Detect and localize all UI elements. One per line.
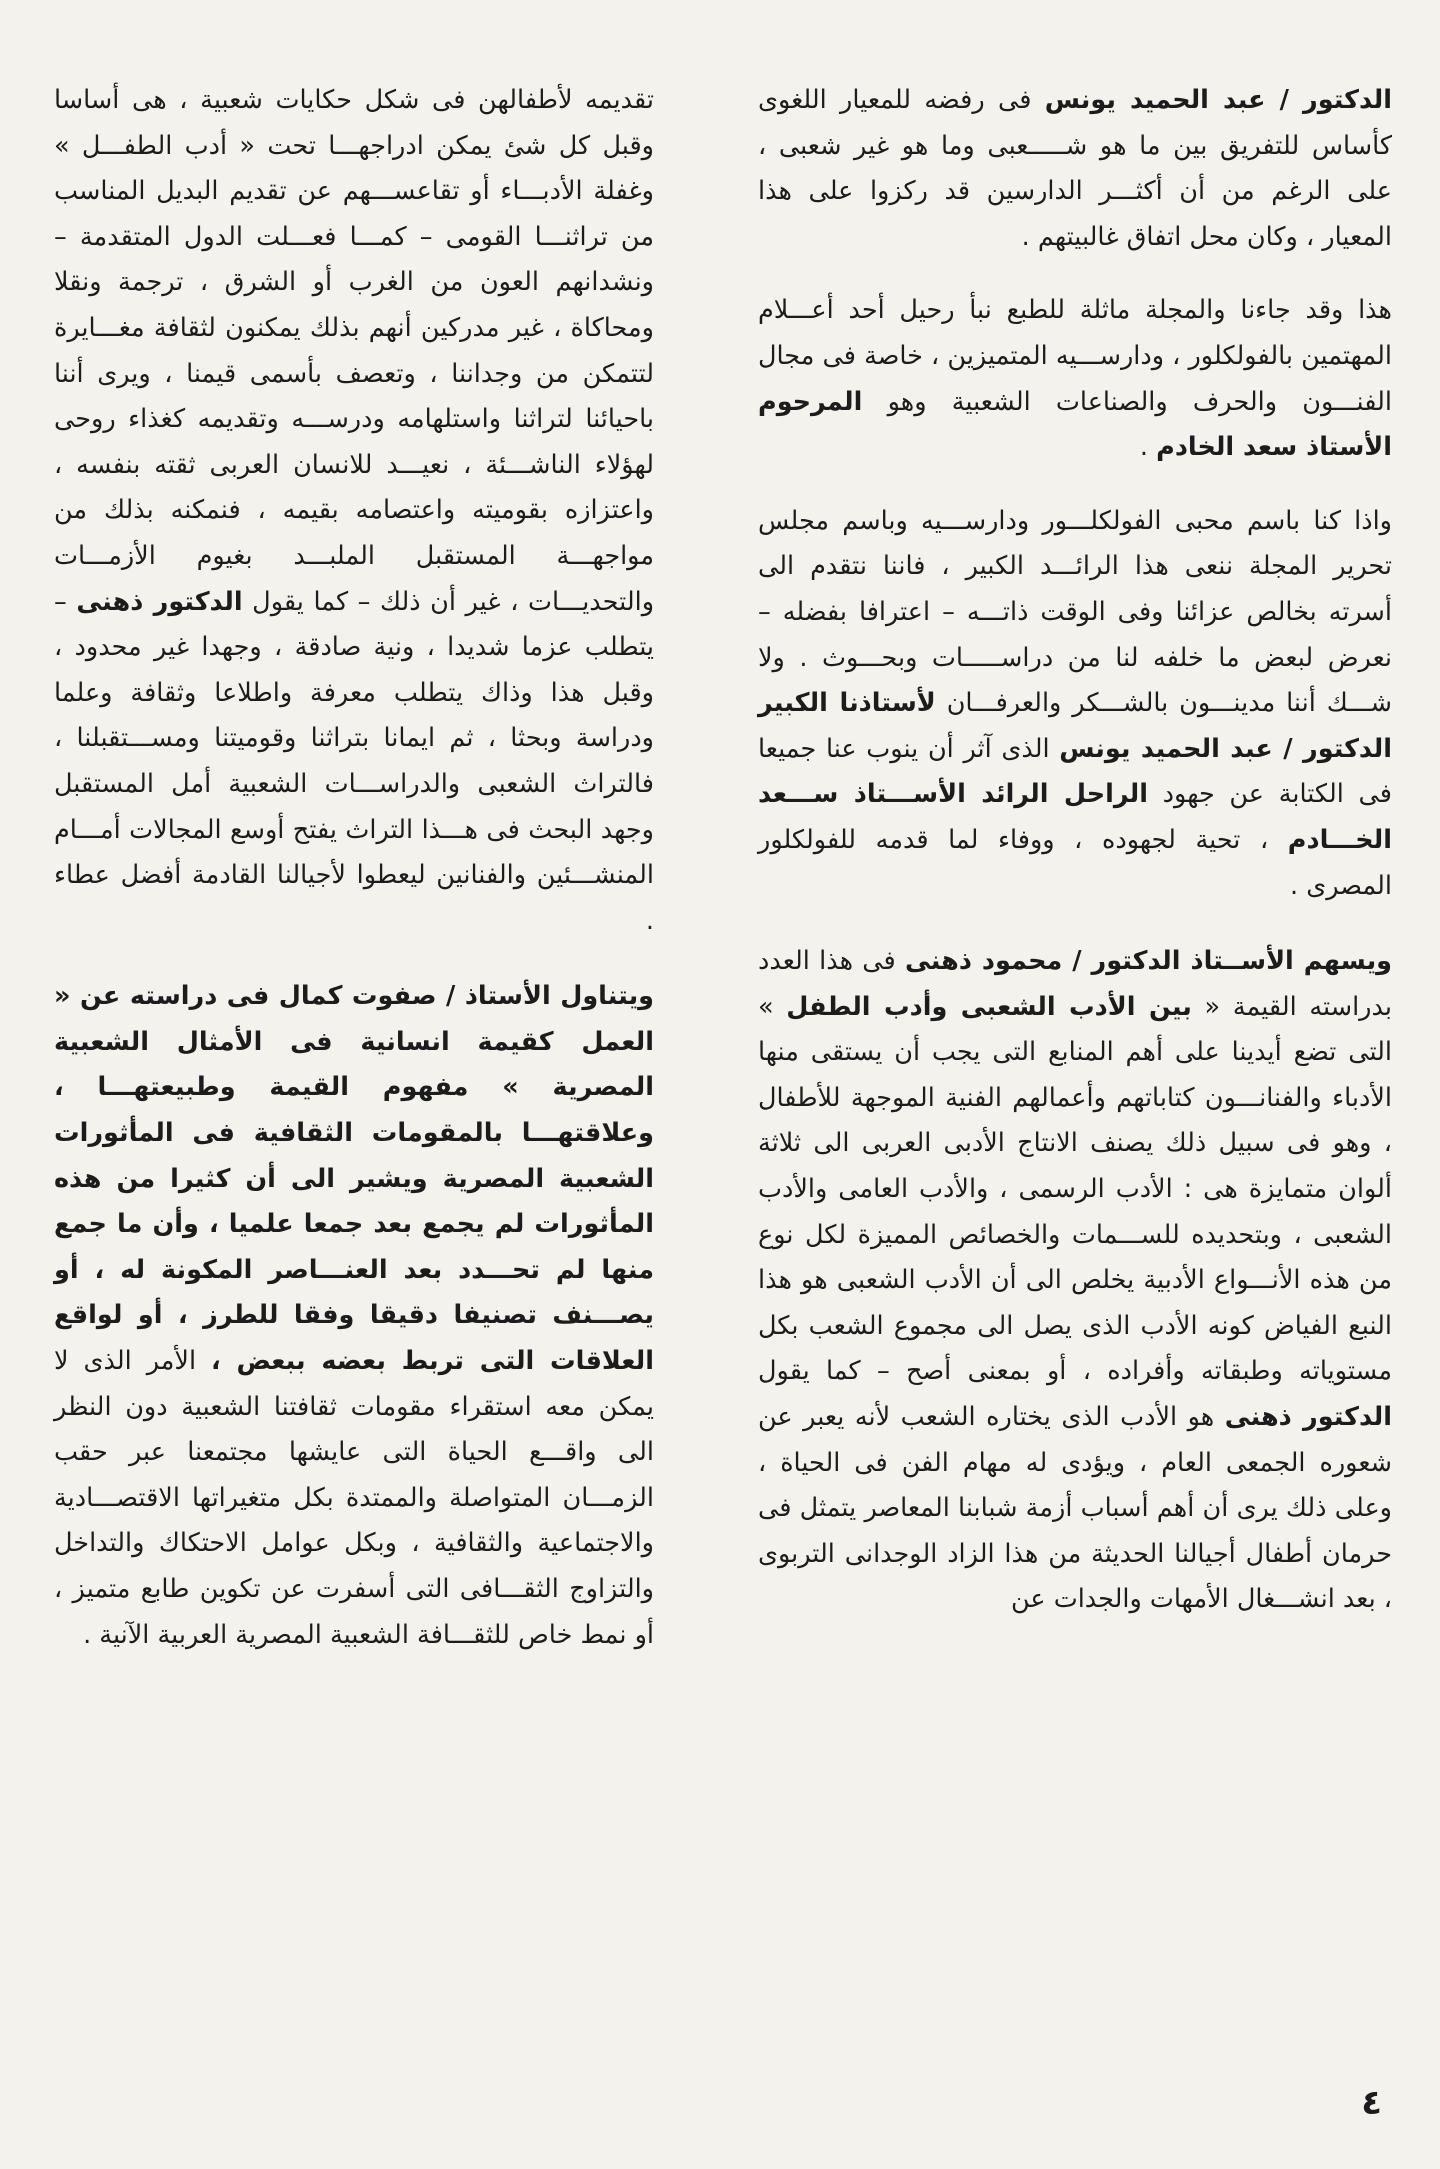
paragraph-zohni-study <box>758 939 1392 1623</box>
text-run: هذا وقد جاءنا والمجلة ماثلة للطبع نبأ رحيل أحد أعـــلام المهتمين بالفولكلور ، ودارســـيه المتميزين ، خاصة فى مجال الفنـــون والحرف والصناعات الشعبية وهو <box>758 295 1392 417</box>
paragraph-obituary-saad-el-khadem <box>758 288 1392 470</box>
paragraph-younis-linguistic-criterion <box>758 78 1392 260</box>
bold-text-run: لأستاذنا الكبير الدكتور / عبد الحميد يونس <box>758 688 1392 764</box>
text-run: » التى تضع أيدينا على أهم المنابع التى يجب أن يستقى منها الأدباء والفنانـــون كتاباتهم وأعمالهم الفنية الموجهة للأطفال ، وهو فى سبيل ذلك يصنف الانتاج الأدبى العربى الى ثلاثة ألوان متمايزة هى : الأدب الرسمى ، والأدب العامى والأدب الشعبى ، وبتحديده للســـمات والخصائص المميزة لكل نوع من هذه الأنـــواع الأدبية يخلص الى أن الأدب الشعبى هو هذا النبع الفياض كونه الأدب الذى يصل الى مجموع الشعب بكل مستوياته وطبقاته وأفراده ، أو بمعنى أصح – كما يقول <box>758 991 1392 1387</box>
right-column <box>758 78 1392 1623</box>
bold-text-run: الدكتور ذهنى <box>76 586 243 617</box>
bold-text-run: الراحل الرائد الأســـتاذ ســـعد الخـــادم <box>758 779 1392 855</box>
text-run: واذا كنا باسم محبى الفولكلـــور ودارســـيه وباسم مجلس تحرير المجلة ننعى هذا الرائـــد الكبير ، فاننا نتقدم الى أسرته بخالص عزائنا وفى الوقت ذاتـــه – اعترافا بفضله – نعرض لبعض ما خلفه لنا من دراســـــات وبحـــوث . ولا شـــك أننا مدينـــون بالشـــكر والعرفـــان <box>758 505 1392 719</box>
text-run: هو الأدب الذى يختاره الشعب لأنه يعبر عن شعوره الجمعى العام ، ويؤدى له مهام الفن فى الحياة ، وعلى ذلك يرى أن أهم أسباب أزمة شبابنا المعاصر يتمثل فى حرمان أطفال أجيالنا الحديثة من هذا الزاد الوجدانى التربوى ، بعد انشـــغال الأمهات والجدات عن <box>758 1402 1392 1615</box>
page-number: ٤ <box>1361 2083 1382 2123</box>
paragraph-zohni-continued <box>54 78 654 944</box>
paragraph-safwat-kamal-study <box>54 974 654 1658</box>
bold-text-run: ويتناول الأستاذ / صفوت كمال فى دراسته عن « العمل كقيمة انسانية فى الأمثال الشعبية المصرية » مفهوم القيمة وطبيعتهـــا ، وعلاقتهـــا بالمقومات الثقافية فى المأثورات الشعبية المصرية ويشير الى أن كثيرا من هذه المأثورات لم يجمع بعد جمعا علميا ، وأن ما جمع منها لم تحـــدد بعد العنـــاصر المكونة له ، أو يصـــنف تصنيفا دقيقا وفقا للطرز ، أو لواقع العلاقات التى تربط بعضه ببعض ، <box>54 981 654 1377</box>
text-run: . <box>1139 432 1157 463</box>
text-run: فى هذا العدد بدراسته القيمة « <box>758 946 1392 1022</box>
left-column <box>54 78 654 1658</box>
bold-text-run: الدكتور ذهنى <box>1224 1402 1392 1433</box>
text-run: تقديمه لأطفالهن فى شكل حكايات شعبية ، هى أساسا وقبل كل شئ يمكن ادراجهـــا تحت « أدب الطفـــل » وغفلة الأدبـــاء أو تقاعســـهم عن تقديم البديل المناسب من تراثنـــا القومى – كمـــا فعـــلت الدول المتقدمة – ونشدانهم العون من الغرب أو الشرق ، ترجمة ونقلا ومحاكاة ، غير مدركين أنهم بذلك يمكنون لثقافة مغـــايرة لتتمكن من وجداننا ، وتعصف بأسمى قيمنا ، ويرى أننا باحيائنا لتراثنا واستلهامه ودرســـه وتقديمه كغذاء روحى لهؤلاء الناشـــئة ، نعيـــد للانسان العربى ثقته بنفسه ، واعتزازه بقوميته واعتصامه بقيمه ، فنمكنه بذلك من مواجهـــة المستقبل الملبـــد بغيوم الأزمـــات والتحديـــات ، غير أن ذلك – كما يقول <box>54 85 655 617</box>
bold-text-run: ويسهم الأســتاذ الدكتور / محمود ذهنى <box>904 946 1392 977</box>
paragraph-mourning-and-tribute <box>758 499 1392 909</box>
text-run: الأمر الذى لا يمكن معه استقراء مقومات ثقافتنا الشعبية دون النظر الى واقـــع الحياة التى عايشها مجتمعنا عبر حقب الزمـــان المتواصلة والممتدة بكل متغيراتها الاقتصـــادية والاجتماعية والثقافية ، وبكل عوامل الاحتكاك والتداخل والتزاوج الثقـــافى التى أسفرت عن تكوين طابع متميز ، أو نمط خاص للثقـــافة الشعبية المصرية العربية الآنية . <box>54 1346 654 1650</box>
bold-text-run: بين الأدب الشعبى وأدب الطفل <box>786 991 1192 1022</box>
text-run: ، تحية لجهوده ، ووفاء لما قدمه للفولكلور المصرى . <box>758 824 1392 901</box>
text-run: فى رفضه للمعيار اللغوى كأساس للتفريق بين ما هو شـــــعبى وما هو غير شعبى ، على الرغم من أن أكثـــر الدارسين قد ركزوا على هذا المعيار ، وكان محل اتفاق غالبيتهم . <box>758 85 1392 252</box>
bold-text-run: الدكتور / عبد الحميد يونس <box>1044 85 1392 115</box>
bold-text-run: المرحوم الأستاذ سعد الخادم <box>758 386 1392 463</box>
text-run: – يتطلب عزما شديدا ، ونية صادقة ، وجهدا غير محدود ، وقبل هذا وذاك يتطلب معرفة واطلاعا وثقافة وعلما ودراسة وبحثا ، ثم ايمانا بتراثنا وقوميتنا ومســـتقبلنا ، فالتراث الشعبى والدراســـات الشعبية أمل المستقبل وجهد البحث فى هـــذا التراث يفتح أوسع المجالات أمـــام المنشـــئين والفنانين ليعطوا لأجيالنا القادمة أفضل عطاء . <box>54 586 654 936</box>
text-run: الذى آثر أن ينوب عنا جميعا فى الكتابة عن جهود <box>758 733 1392 810</box>
